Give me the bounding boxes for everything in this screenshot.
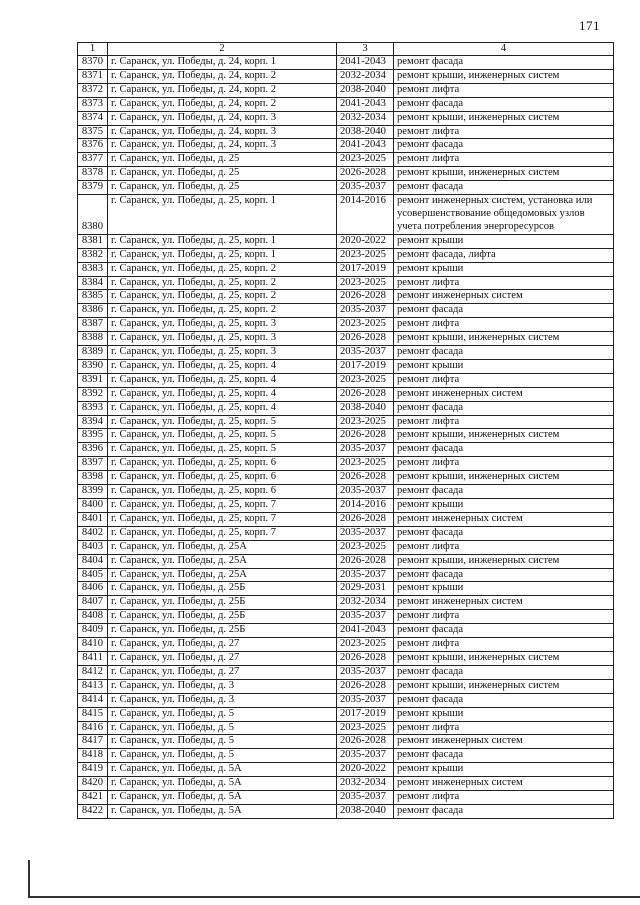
row-period-cell: 2038-2040 xyxy=(337,401,394,415)
row-period-cell: 2014-2016 xyxy=(337,499,394,513)
row-number-cell: 8397 xyxy=(78,457,108,471)
table-row xyxy=(78,346,614,360)
table-row xyxy=(78,471,614,485)
table-row xyxy=(78,499,614,513)
table-row xyxy=(78,679,614,693)
row-period-cell: 2041-2043 xyxy=(337,624,394,638)
table-row xyxy=(78,457,614,471)
table-row xyxy=(78,540,614,554)
row-address-cell: г. Саранск, ул. Победы, д. 25, корп. 2 xyxy=(108,290,337,304)
scan-bottom-edge xyxy=(30,896,640,898)
row-period-cell: 2032-2034 xyxy=(337,777,394,791)
table-row xyxy=(78,262,614,276)
row-address-cell: г. Саранск, ул. Победы, д. 25А xyxy=(108,568,337,582)
row-number-cell: 8420 xyxy=(78,777,108,791)
table-row xyxy=(78,97,614,111)
column-header-period: 3 xyxy=(337,43,394,56)
row-period-cell: 2035-2037 xyxy=(337,665,394,679)
row-address-cell: г. Саранск, ул. Победы, д. 25, корп. 5 xyxy=(108,415,337,429)
row-address-cell: г. Саранск, ул. Победы, д. 5 xyxy=(108,749,337,763)
row-address-cell: г. Саранск, ул. Победы, д. 25, корп. 7 xyxy=(108,526,337,540)
row-number-cell: 8398 xyxy=(78,471,108,485)
row-address-cell: г. Саранск, ул. Победы, д. 25, корп. 4 xyxy=(108,387,337,401)
row-period-cell: 2026-2028 xyxy=(337,512,394,526)
row-number-cell: 8387 xyxy=(78,318,108,332)
row-number-cell: 8408 xyxy=(78,610,108,624)
row-number-cell: 8409 xyxy=(78,624,108,638)
row-number-cell: 8381 xyxy=(78,234,108,248)
table-row xyxy=(78,276,614,290)
row-address-cell: г. Саранск, ул. Победы, д. 24, корп. 3 xyxy=(108,139,337,153)
row-number-cell: 8388 xyxy=(78,332,108,346)
row-work-cell: ремонт крыши, инженерных систем xyxy=(394,111,614,125)
row-period-cell: 2032-2034 xyxy=(337,111,394,125)
row-work-cell: ремонт лифта xyxy=(394,373,614,387)
row-address-cell: г. Саранск, ул. Победы, д. 5 xyxy=(108,721,337,735)
row-work-cell: ремонт крыши, инженерных систем xyxy=(394,429,614,443)
row-address-cell: г. Саранск, ул. Победы, д. 25, корп. 4 xyxy=(108,359,337,373)
table-row xyxy=(78,568,614,582)
table-row xyxy=(78,763,614,777)
row-period-cell: 2026-2028 xyxy=(337,167,394,181)
row-address-cell: г. Саранск, ул. Победы, д. 25, корп. 1 xyxy=(108,234,337,248)
row-work-cell: ремонт фасада xyxy=(394,526,614,540)
table-row xyxy=(78,56,614,70)
row-address-cell: г. Саранск, ул. Победы, д. 25, корп. 7 xyxy=(108,512,337,526)
row-period-cell: 2023-2025 xyxy=(337,318,394,332)
row-period-cell: 2032-2034 xyxy=(337,596,394,610)
table-row xyxy=(78,195,614,235)
row-work-cell: ремонт фасада xyxy=(394,804,614,818)
row-number-cell: 8391 xyxy=(78,373,108,387)
row-number-cell: 8404 xyxy=(78,554,108,568)
table-row xyxy=(78,512,614,526)
row-address-cell: г. Саранск, ул. Победы, д. 25, корп. 1 xyxy=(108,248,337,262)
table-row xyxy=(78,153,614,167)
row-number-cell: 8414 xyxy=(78,693,108,707)
row-address-cell: г. Саранск, ул. Победы, д. 25, корп. 5 xyxy=(108,443,337,457)
row-address-cell: г. Саранск, ул. Победы, д. 25Б xyxy=(108,610,337,624)
row-period-cell: 2014-2016 xyxy=(337,195,394,235)
row-address-cell: г. Саранск, ул. Победы, д. 24, корп. 2 xyxy=(108,83,337,97)
row-period-cell: 2035-2037 xyxy=(337,485,394,499)
row-work-cell: ремонт фасада xyxy=(394,568,614,582)
row-period-cell: 2026-2028 xyxy=(337,332,394,346)
row-work-cell: ремонт крыши xyxy=(394,234,614,248)
row-period-cell: 2017-2019 xyxy=(337,359,394,373)
row-work-cell: ремонт лифта xyxy=(394,415,614,429)
table-row xyxy=(78,429,614,443)
row-number-cell: 8402 xyxy=(78,526,108,540)
row-number-cell: 8395 xyxy=(78,429,108,443)
row-number-cell: 8373 xyxy=(78,97,108,111)
row-period-cell: 2026-2028 xyxy=(337,387,394,401)
row-number-cell: 8411 xyxy=(78,651,108,665)
row-address-cell: г. Саранск, ул. Победы, д. 24, корп. 3 xyxy=(108,125,337,139)
row-work-cell: ремонт фасада xyxy=(394,401,614,415)
row-address-cell: г. Саранск, ул. Победы, д. 25А xyxy=(108,554,337,568)
row-work-cell: ремонт крыши, инженерных систем xyxy=(394,69,614,83)
table-row xyxy=(78,401,614,415)
row-number-cell: 8374 xyxy=(78,111,108,125)
row-period-cell: 2038-2040 xyxy=(337,125,394,139)
row-period-cell: 2035-2037 xyxy=(337,610,394,624)
row-period-cell: 2035-2037 xyxy=(337,568,394,582)
row-work-cell: ремонт лифта xyxy=(394,153,614,167)
table-row xyxy=(78,638,614,652)
row-number-cell: 8396 xyxy=(78,443,108,457)
row-period-cell: 2035-2037 xyxy=(337,304,394,318)
row-period-cell: 2026-2028 xyxy=(337,679,394,693)
row-period-cell: 2017-2019 xyxy=(337,262,394,276)
row-work-cell: ремонт лифта xyxy=(394,318,614,332)
row-number-cell: 8377 xyxy=(78,153,108,167)
row-work-cell: ремонт лифта xyxy=(394,610,614,624)
table-row xyxy=(78,69,614,83)
row-period-cell: 2035-2037 xyxy=(337,791,394,805)
row-period-cell: 2026-2028 xyxy=(337,735,394,749)
row-work-cell: ремонт инженерных систем xyxy=(394,596,614,610)
row-number-cell: 8382 xyxy=(78,248,108,262)
row-work-cell: ремонт лифта xyxy=(394,276,614,290)
row-work-cell: ремонт фасада xyxy=(394,97,614,111)
row-number-cell: 8390 xyxy=(78,359,108,373)
table-row xyxy=(78,582,614,596)
row-work-cell: ремонт лифта xyxy=(394,83,614,97)
row-number-cell: 8392 xyxy=(78,387,108,401)
table-row xyxy=(78,735,614,749)
row-period-cell: 2035-2037 xyxy=(337,181,394,195)
row-work-cell: ремонт крыши xyxy=(394,707,614,721)
row-work-cell: ремонт крыши, инженерных систем xyxy=(394,554,614,568)
table-row xyxy=(78,318,614,332)
row-work-cell: ремонт инженерных систем xyxy=(394,387,614,401)
row-number-cell: 8399 xyxy=(78,485,108,499)
row-work-cell: ремонт фасада xyxy=(394,749,614,763)
page-number: 171 xyxy=(579,18,600,33)
row-address-cell: г. Саранск, ул. Победы, д. 25 xyxy=(108,167,337,181)
row-number-cell: 8379 xyxy=(78,181,108,195)
row-work-cell: ремонт крыши xyxy=(394,763,614,777)
table-row xyxy=(78,693,614,707)
row-address-cell: г. Саранск, ул. Победы, д. 3 xyxy=(108,679,337,693)
row-number-cell: 8393 xyxy=(78,401,108,415)
row-period-cell: 2032-2034 xyxy=(337,69,394,83)
row-number-cell: 8421 xyxy=(78,791,108,805)
row-address-cell: г. Саранск, ул. Победы, д. 25, корп. 2 xyxy=(108,262,337,276)
table-row xyxy=(78,304,614,318)
row-address-cell: г. Саранск, ул. Победы, д. 25, корп. 2 xyxy=(108,276,337,290)
column-header-work: 4 xyxy=(394,43,614,56)
row-period-cell: 2026-2028 xyxy=(337,651,394,665)
row-number-cell: 8418 xyxy=(78,749,108,763)
row-address-cell: г. Саранск, ул. Победы, д. 25, корп. 6 xyxy=(108,485,337,499)
table-row xyxy=(78,596,614,610)
row-address-cell: г. Саранск, ул. Победы, д. 24, корп. 3 xyxy=(108,111,337,125)
column-header-number: 1 xyxy=(78,43,108,56)
row-number-cell: 8371 xyxy=(78,69,108,83)
row-address-cell: г. Саранск, ул. Победы, д. 25Б xyxy=(108,624,337,638)
row-work-cell: ремонт крыши, инженерных систем xyxy=(394,167,614,181)
row-work-cell: ремонт инженерных систем xyxy=(394,777,614,791)
table-row xyxy=(78,665,614,679)
row-address-cell: г. Саранск, ул. Победы, д. 25 xyxy=(108,153,337,167)
row-address-cell: г. Саранск, ул. Победы, д. 24, корп. 1 xyxy=(108,56,337,70)
row-address-cell: г. Саранск, ул. Победы, д. 25, корп. 3 xyxy=(108,318,337,332)
column-header-address: 2 xyxy=(108,43,337,56)
row-work-cell: ремонт лифта xyxy=(394,721,614,735)
row-number-cell: 8417 xyxy=(78,735,108,749)
table-row xyxy=(78,721,614,735)
row-period-cell: 2023-2025 xyxy=(337,248,394,262)
row-period-cell: 2026-2028 xyxy=(337,290,394,304)
row-number-cell: 8384 xyxy=(78,276,108,290)
row-number-cell: 8410 xyxy=(78,638,108,652)
row-period-cell: 2023-2025 xyxy=(337,276,394,290)
row-period-cell: 2020-2022 xyxy=(337,763,394,777)
row-address-cell: г. Саранск, ул. Победы, д. 27 xyxy=(108,651,337,665)
row-work-cell: ремонт лифта xyxy=(394,791,614,805)
row-number-cell: 8380 xyxy=(78,195,108,235)
row-number-cell: 8401 xyxy=(78,512,108,526)
row-address-cell: г. Саранск, ул. Победы, д. 5А xyxy=(108,791,337,805)
row-number-cell: 8422 xyxy=(78,804,108,818)
row-period-cell: 2023-2025 xyxy=(337,457,394,471)
row-work-cell: ремонт фасада xyxy=(394,181,614,195)
table-row xyxy=(78,181,614,195)
row-work-cell: ремонт фасада xyxy=(394,693,614,707)
table-row xyxy=(78,415,614,429)
row-work-cell: ремонт крыши xyxy=(394,582,614,596)
row-address-cell: г. Саранск, ул. Победы, д. 25, корп. 4 xyxy=(108,401,337,415)
row-number-cell: 8412 xyxy=(78,665,108,679)
row-period-cell: 2035-2037 xyxy=(337,346,394,360)
row-number-cell: 8383 xyxy=(78,262,108,276)
row-number-cell: 8386 xyxy=(78,304,108,318)
row-period-cell: 2041-2043 xyxy=(337,139,394,153)
row-address-cell: г. Саранск, ул. Победы, д. 5 xyxy=(108,707,337,721)
table-row xyxy=(78,443,614,457)
table-row xyxy=(78,248,614,262)
table-row xyxy=(78,791,614,805)
row-number-cell: 8376 xyxy=(78,139,108,153)
row-number-cell: 8375 xyxy=(78,125,108,139)
scan-left-edge xyxy=(28,860,30,898)
row-period-cell: 2041-2043 xyxy=(337,56,394,70)
row-work-cell: ремонт лифта xyxy=(394,457,614,471)
row-number-cell: 8413 xyxy=(78,679,108,693)
row-address-cell: г. Саранск, ул. Победы, д. 25, корп. 5 xyxy=(108,429,337,443)
row-work-cell: ремонт лифта xyxy=(394,540,614,554)
row-work-cell: ремонт крыши, инженерных систем xyxy=(394,679,614,693)
table-row xyxy=(78,332,614,346)
table-row xyxy=(78,83,614,97)
row-number-cell: 8394 xyxy=(78,415,108,429)
table-row xyxy=(78,624,614,638)
row-number-cell: 8406 xyxy=(78,582,108,596)
row-work-cell: ремонт фасада xyxy=(394,624,614,638)
table-row xyxy=(78,526,614,540)
row-address-cell: г. Саранск, ул. Победы, д. 25, корп. 7 xyxy=(108,499,337,513)
table-row xyxy=(78,485,614,499)
table-row xyxy=(78,749,614,763)
row-period-cell: 2038-2040 xyxy=(337,83,394,97)
row-address-cell: г. Саранск, ул. Победы, д. 5А xyxy=(108,777,337,791)
row-period-cell: 2035-2037 xyxy=(337,526,394,540)
row-period-cell: 2026-2028 xyxy=(337,554,394,568)
row-work-cell: ремонт крыши, инженерных систем xyxy=(394,332,614,346)
row-address-cell: г. Саранск, ул. Победы, д. 25, корп. 4 xyxy=(108,373,337,387)
row-address-cell: г. Саранск, ул. Победы, д. 27 xyxy=(108,638,337,652)
row-number-cell: 8372 xyxy=(78,83,108,97)
table-row xyxy=(78,111,614,125)
row-address-cell: г. Саранск, ул. Победы, д. 25, корп. 1 xyxy=(108,195,337,235)
row-work-cell: ремонт лифта xyxy=(394,125,614,139)
row-period-cell: 2026-2028 xyxy=(337,429,394,443)
table-row xyxy=(78,290,614,304)
row-work-cell: ремонт фасада xyxy=(394,443,614,457)
row-work-cell: ремонт лифта xyxy=(394,638,614,652)
row-address-cell: г. Саранск, ул. Победы, д. 25, корп. 6 xyxy=(108,471,337,485)
table-row xyxy=(78,234,614,248)
row-work-cell: ремонт крыши, инженерных систем xyxy=(394,651,614,665)
table-header-row xyxy=(78,43,614,56)
row-work-cell: ремонт инженерных систем xyxy=(394,290,614,304)
row-address-cell: г. Саранск, ул. Победы, д. 24, корп. 2 xyxy=(108,69,337,83)
row-period-cell: 2035-2037 xyxy=(337,693,394,707)
row-address-cell: г. Саранск, ул. Победы, д. 25Б xyxy=(108,596,337,610)
table-row xyxy=(78,387,614,401)
row-work-cell: ремонт фасада, лифта xyxy=(394,248,614,262)
row-number-cell: 8416 xyxy=(78,721,108,735)
row-number-cell: 8400 xyxy=(78,499,108,513)
row-number-cell: 8389 xyxy=(78,346,108,360)
row-number-cell: 8405 xyxy=(78,568,108,582)
table-row xyxy=(78,359,614,373)
row-work-cell: ремонт инженерных систем xyxy=(394,512,614,526)
row-work-cell: ремонт фасада xyxy=(394,485,614,499)
row-number-cell: 8419 xyxy=(78,763,108,777)
row-address-cell: г. Саранск, ул. Победы, д. 5А xyxy=(108,763,337,777)
row-number-cell: 8415 xyxy=(78,707,108,721)
row-period-cell: 2023-2025 xyxy=(337,415,394,429)
table-row xyxy=(78,610,614,624)
table-row xyxy=(78,554,614,568)
row-period-cell: 2023-2025 xyxy=(337,638,394,652)
row-work-cell: ремонт фасада xyxy=(394,304,614,318)
row-period-cell: 2017-2019 xyxy=(337,707,394,721)
row-work-cell: ремонт инженерных систем, установка или усовершенствование общедомовых узлов учета потребления энергоресурсов xyxy=(394,195,614,235)
row-number-cell: 8370 xyxy=(78,56,108,70)
row-period-cell: 2023-2025 xyxy=(337,721,394,735)
row-period-cell: 2041-2043 xyxy=(337,97,394,111)
row-number-cell: 8407 xyxy=(78,596,108,610)
row-address-cell: г. Саранск, ул. Победы, д. 5А xyxy=(108,804,337,818)
table-row xyxy=(78,651,614,665)
row-work-cell: ремонт фасада xyxy=(394,56,614,70)
row-address-cell: г. Саранск, ул. Победы, д. 25 xyxy=(108,181,337,195)
row-address-cell: г. Саранск, ул. Победы, д. 3 xyxy=(108,693,337,707)
row-work-cell: ремонт фасада xyxy=(394,139,614,153)
row-period-cell: 2023-2025 xyxy=(337,373,394,387)
row-address-cell: г. Саранск, ул. Победы, д. 25, корп. 6 xyxy=(108,457,337,471)
row-period-cell: 2023-2025 xyxy=(337,540,394,554)
row-work-cell: ремонт фасада xyxy=(394,665,614,679)
row-period-cell: 2023-2025 xyxy=(337,153,394,167)
row-address-cell: г. Саранск, ул. Победы, д. 27 xyxy=(108,665,337,679)
row-work-cell: ремонт инженерных систем xyxy=(394,735,614,749)
table-row xyxy=(78,373,614,387)
row-period-cell: 2035-2037 xyxy=(337,749,394,763)
row-address-cell: г. Саранск, ул. Победы, д. 25Б xyxy=(108,582,337,596)
table-row xyxy=(78,167,614,181)
row-address-cell: г. Саранск, ул. Победы, д. 25, корп. 3 xyxy=(108,332,337,346)
row-work-cell: ремонт крыши xyxy=(394,499,614,513)
row-address-cell: г. Саранск, ул. Победы, д. 24, корп. 2 xyxy=(108,97,337,111)
row-address-cell: г. Саранск, ул. Победы, д. 25А xyxy=(108,540,337,554)
row-address-cell: г. Саранск, ул. Победы, д. 25, корп. 3 xyxy=(108,346,337,360)
row-number-cell: 8385 xyxy=(78,290,108,304)
row-period-cell: 2026-2028 xyxy=(337,471,394,485)
row-period-cell: 2035-2037 xyxy=(337,443,394,457)
table-body xyxy=(78,56,614,819)
row-work-cell: ремонт крыши xyxy=(394,262,614,276)
table-row xyxy=(78,139,614,153)
row-period-cell: 2020-2022 xyxy=(337,234,394,248)
row-work-cell: ремонт крыши, инженерных систем xyxy=(394,471,614,485)
row-address-cell: г. Саранск, ул. Победы, д. 5 xyxy=(108,735,337,749)
row-period-cell: 2029-2031 xyxy=(337,582,394,596)
row-work-cell: ремонт фасада xyxy=(394,346,614,360)
table-row xyxy=(78,707,614,721)
row-number-cell: 8378 xyxy=(78,167,108,181)
table-row xyxy=(78,125,614,139)
repair-schedule-table xyxy=(77,42,614,819)
row-work-cell: ремонт крыши xyxy=(394,359,614,373)
table-row xyxy=(78,804,614,818)
row-period-cell: 2038-2040 xyxy=(337,804,394,818)
row-address-cell: г. Саранск, ул. Победы, д. 25, корп. 2 xyxy=(108,304,337,318)
row-number-cell: 8403 xyxy=(78,540,108,554)
table-row xyxy=(78,777,614,791)
